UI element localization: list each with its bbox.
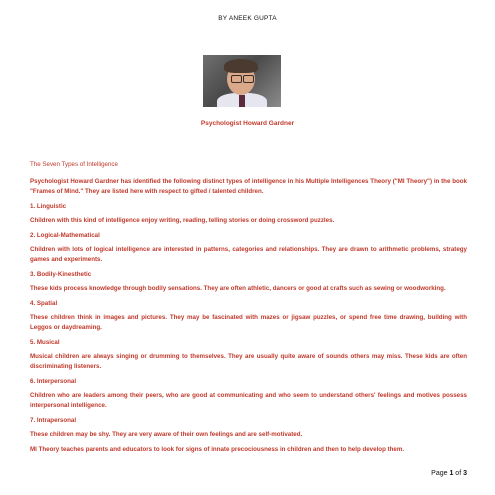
article-body — [30, 160, 467, 460]
closing-paragraph: MI Theory teaches parents and educators to look for signs of innate precociousness in children and then to help develop them. — [30, 446, 405, 453]
photo-caption: Psychologist Howard Gardner — [200, 120, 295, 127]
type-desc-bodily: These kids process knowledge through bodily sensations. They are often athletic, dancers or good at crafts such as sewing or woodworking. — [30, 285, 446, 292]
type-heading-spatial: 4. Spatial — [30, 300, 58, 307]
type-heading-musical: 5. Musical — [30, 339, 60, 346]
page-word: Page — [431, 470, 450, 477]
page-number — [431, 470, 467, 477]
type-desc-musical: Musical children are always singing or drumming to themselves. They are usually quite aware of sounds others may miss. These kids are often discriminating listeners. — [30, 353, 467, 370]
photo-glasses-left — [231, 75, 242, 83]
photo-glasses-right — [243, 75, 254, 83]
section-title: The Seven Types of Intelligence — [30, 161, 118, 168]
page-total: 3 — [463, 470, 467, 477]
portrait-photo — [203, 55, 281, 107]
of-word: of — [453, 470, 464, 477]
type-desc-intrapersonal: These children may be shy. They are very aware of their own feelings and are self-motivated. — [30, 431, 303, 438]
type-heading-linguistic: 1. Linguistic — [30, 203, 67, 210]
type-heading-intrapersonal: 7. Intrapersonal — [30, 417, 77, 424]
type-heading-logical: 2. Logical-Mathematical — [30, 232, 100, 239]
photo-tie — [239, 95, 245, 107]
photo-hair — [224, 59, 258, 73]
type-desc-logical: Children with lots of logical intelligence are interested in patterns, categories and relationships. They are drawn to arithmetic problems, strategy games and experiments. — [30, 246, 467, 263]
type-heading-interpersonal: 6. Interpersonal — [30, 378, 77, 385]
intro-paragraph: Psychologist Howard Gardner has identified the following distinct types of intelligence in his Multiple Intelligences Theory ("MI Theory") in the book "Frames of Mind." They are listed here with respect to gifted / talented children. — [30, 178, 467, 195]
type-desc-linguistic: Children with this kind of intelligence enjoy writing, reading, telling stories or doing crossword puzzles. — [30, 217, 335, 224]
page-current: 1 — [449, 470, 454, 477]
type-desc-spatial: These children think in images and pictures. They may be fascinated with mazes or jigsaw puzzles, or spend free time drawing, building with Leggos or daydreaming. — [30, 314, 467, 331]
author-line: BY ANEEK GUPTA — [218, 15, 277, 22]
type-desc-interpersonal: Children who are leaders among their peers, who are good at communicating and who seem to understand others' feelings and motives possess interpersonal intelligence. — [30, 392, 467, 409]
type-heading-bodily: 3. Bodily-Kinesthetic — [30, 271, 92, 278]
